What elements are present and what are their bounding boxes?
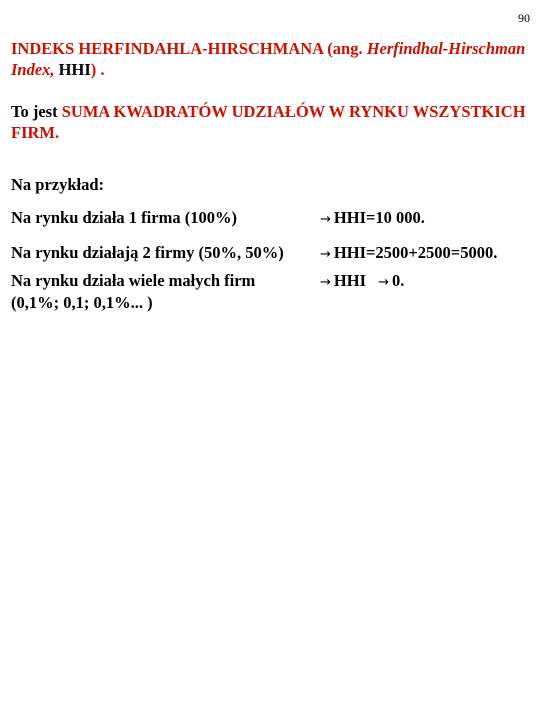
example-1-case: Na rynku działa 1 firma (100%) [11,208,237,227]
example-3-result-part-2: 0. [392,271,405,290]
title-abbreviation: HHI [54,60,91,79]
example-1-result: HHI=10 000. [333,208,425,227]
title-main: INDEKS HERFINDAHLA-HIRSCHMANA (ang. [11,39,367,58]
example-row-1 [11,207,526,228]
example-3-case-line-1: Na rynku działa wiele małych firm [11,271,256,290]
example-2-result-wrap [320,242,497,265]
title-tail: ) . [90,60,105,79]
definition [11,101,526,143]
arrow-right-icon: → [320,212,331,227]
example-row-2 [11,242,526,263]
example-2-case: Na rynku działają 2 firmy (50%, 50%) [11,243,284,262]
example-2-result: HHI=2500+2500=5000. [333,243,498,262]
arrow-right-icon: → [378,275,390,290]
arrow-right-icon: → [320,247,331,262]
example-3-case-line-2: (0,1%; 0,1; 0,1%... ) [11,293,153,312]
example-3-result-part-1: HHI [333,271,366,290]
page-number: 90 [518,11,530,25]
example-heading: Na przykład: [11,175,105,194]
page-title [11,38,526,80]
definition-prefix: To jest [11,102,62,121]
arrow-right-icon: → [320,275,331,290]
title-english-name: Herfindhal-Hirschman Index, [11,39,526,79]
example-1-result-wrap [320,207,425,230]
definition-highlight: SUMA KWADRATÓW UDZIAŁÓW W RYNKU WSZYSTKICH FIRM. [11,102,526,142]
example-row-3 [11,270,526,291]
example-3-result-wrap [320,270,404,293]
